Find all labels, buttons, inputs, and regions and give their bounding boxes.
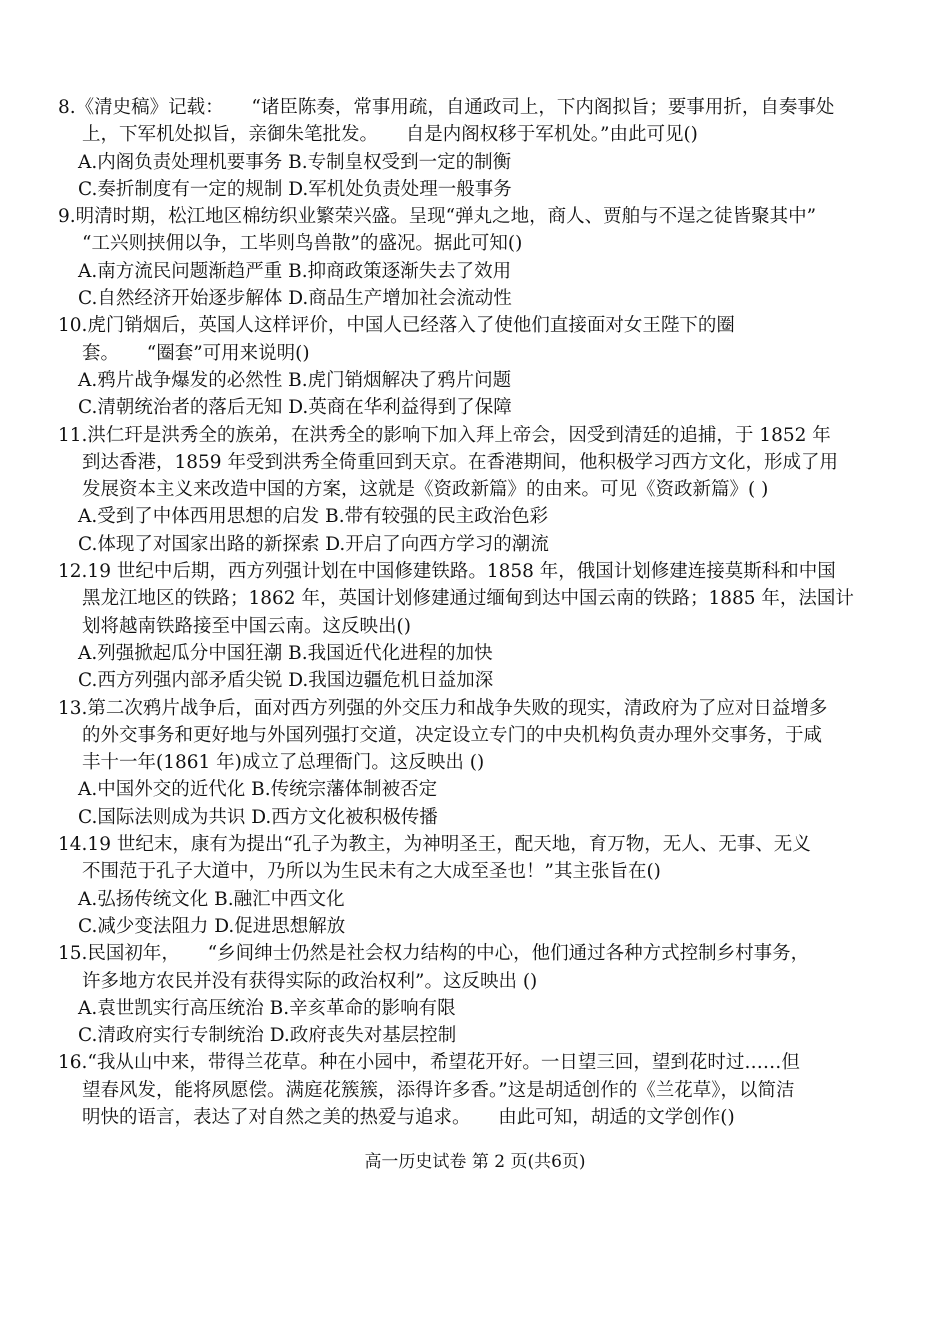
question-stem: 11.洪仁玕是洪秀全的族弟，在洪秀全的影响下加入拜上帝会，因受到清廷的追捕，于 1852 年 — [58, 424, 831, 446]
answer-options-row: C.国际法则成为共识 D.西方文化被积极传播 — [78, 806, 438, 828]
question-9 — [58, 203, 894, 312]
answer-options-row: C.体现了对国家出路的新探索 D.开启了向西方学习的潮流 — [78, 533, 549, 555]
answer-options-row: A.受到了中体西用思想的启发 B.带有较强的民主政治色彩 — [78, 506, 549, 528]
question-stem-continued: 发展资本主义来改造中国的方案，这就是《资政新篇》的由来。可见《资政新篇》( ) — [82, 479, 769, 501]
question-stem-continued: 黑龙江地区的铁路；1862 年，英国计划修建通过缅甸到达中国云南的铁路；1885 年，法国计 — [82, 588, 854, 610]
answer-options-row: A.中国外交的近代化 B.传统宗藩体制被否定 — [78, 779, 438, 801]
question-stem: 13.第二次鸦片战争后，面对西方列强的外交压力和战争失败的现实，清政府为了应对日益增多 — [58, 697, 828, 719]
answer-options-row: A.南方流民问题渐趋严重 B.抑商政策逐渐失去了效用 — [78, 260, 512, 282]
question-stem-continued: 上，下军机处拟旨，亲御朱笔批发。 自是内阁权移于军机处。”由此可见() — [82, 124, 698, 146]
question-stem: 9.明清时期，松江地区棉纺织业繁荣兴盛。呈现“弹丸之地，商人、贾舶与不逞之徒皆聚其中” — [58, 206, 817, 228]
question-stem: 8.《清史稿》记载： “诸臣陈奏，常事用疏，自通政司上，下内阁拟旨；要事用折，自奏事处 — [58, 97, 835, 118]
answer-options-row: C.减少变法阻力 D.促进思想解放 — [78, 915, 346, 937]
answer-options-row: C.西方列强内部矛盾尖锐 D.我国边疆危机日益加深 — [78, 670, 494, 692]
question-16 — [58, 1049, 894, 1131]
answer-options-row: C.奏折制度有一定的规制 D.军机处负责处理一般事务 — [78, 178, 512, 200]
question-13 — [58, 695, 894, 831]
question-stem-continued: 划将越南铁路接至中国云南。这反映出() — [82, 615, 411, 637]
question-15 — [58, 940, 894, 1049]
question-11 — [58, 422, 894, 558]
answer-options-row: C.自然经济开始逐步解体 D.商品生产增加社会流动性 — [78, 288, 512, 310]
answer-options-row: A.鸦片战争爆发的必然性 B.虎门销烟解决了鸦片问题 — [78, 369, 512, 391]
question-stem: 16.“我从山中来，带得兰花草。种在小园中，希望花开好。一日望三回，望到花时过……但 — [58, 1052, 800, 1074]
answer-options-row: C.清朝统治者的落后无知 D.英商在华利益得到了保障 — [78, 397, 512, 419]
question-stem: 12.19 世纪中后期，西方列强计划在中国修建铁路。1858 年，俄国计划修建连接莫斯科和中国 — [58, 561, 836, 583]
answer-options-row: A.内阁负责处理机要事务 B.专制皇权受到一定的制衡 — [78, 151, 512, 173]
question-stem-continued: “工兴则挟佣以争，工毕则鸟兽散”的盛况。据此可知() — [82, 233, 523, 255]
question-stem-continued: 明快的语言，表达了对自然之美的热爱与追求。 由此可知，胡适的文学创作() — [82, 1106, 735, 1128]
answer-options-row: C.清政府实行专制统治 D.政府丧失对基层控制 — [78, 1025, 457, 1047]
question-stem: 14.19 世纪末，康有为提出“孔子为教主，为神明圣王，配天地，育万物，无人、无事、无义 — [58, 834, 811, 856]
question-stem-continued: 的外交事务和更好地与外国列强打交道，决定设立专门的中央机构负责办理外交事务，于咸 — [82, 724, 823, 746]
question-14 — [58, 831, 894, 940]
question-stem-continued: 套。 “圈套”可用来说明() — [82, 342, 310, 364]
question-list — [58, 94, 894, 1131]
answer-options-row: A.列强掀起瓜分中国狂潮 B.我国近代化进程的加快 — [78, 642, 493, 664]
question-stem: 10.虎门销烟后，英国人这样评价，中国人已经落入了使他们直接面对女王陛下的圈 — [58, 315, 735, 337]
question-stem-continued: 不围范于孔子大道中，乃所以为生民未有之大成至圣也！”其主张旨在() — [82, 861, 661, 883]
question-12 — [58, 558, 894, 694]
page-footer: 高一历史试卷 第 2 页(共6页) — [364, 1152, 586, 1172]
question-stem-continued: 许多地方农民并没有获得实际的政治权利”。这反映出 () — [82, 970, 538, 992]
question-stem: 15.民国初年， “乡间绅士仍然是社会权力结构的中心，他们通过各种方式控制乡村事务， — [58, 943, 810, 965]
answer-options-row: A.袁世凯实行高压统治 B.辛亥革命的影响有限 — [78, 997, 456, 1019]
question-stem-continued: 到达香港，1859 年受到洪秀全倚重回到天京。在香港期间，他积极学习西方文化，形成了用 — [82, 451, 838, 473]
question-stem-continued: 望春风发，能将夙愿偿。满庭花簇簇，添得许多香。”这是胡适创作的《兰花草》，以简洁 — [82, 1079, 795, 1101]
question-10 — [58, 312, 894, 421]
question-stem-continued: 丰十一年(1861 年)成立了总理衙门。这反映出 () — [82, 752, 485, 774]
answer-options-row: A.弘扬传统文化 B.融汇中西文化 — [78, 888, 345, 910]
question-8 — [58, 94, 894, 203]
